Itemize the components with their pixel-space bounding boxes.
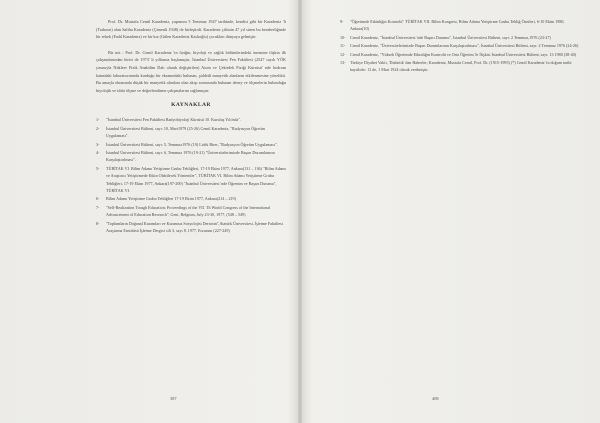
reference-text: Cemil Karadeniz, "Üniversitelerimizde Başarı Durumlarının Karşılaştırılması", İstanbul Üniversitesi Bülteni, sayı: 2 Temmuz 1976 (24-26) xyxy=(350,43,579,49)
reference-number: 7- xyxy=(96,204,100,210)
reference-item xyxy=(96,220,286,235)
reference-item xyxy=(340,34,580,41)
reference-text: Cemil Karadeniz, "Yüksek Öğretimde Etkinliğin Kontrolü ve Orta Öğretim 'le İlişkisi İstanbul Üniversitesi Bülteni, sayı: 13 1980 (38-40) xyxy=(350,51,577,57)
right-page xyxy=(300,0,600,423)
reference-number: 6- xyxy=(96,196,100,202)
reference-text: Türkiye Diyabet Vakfı, 'Diabetik' dan Haberler; Karadeniz, Mustafa Cemil, Prof. Dr. (1915-1995) (*) Cemil Karadeniz 'in doğum tarihi kayıtlıdır: 13 de, 1 Mart 1924 olarak verilmiştir. xyxy=(350,60,572,73)
reference-list xyxy=(96,116,286,234)
reference-item xyxy=(96,165,286,195)
reference-number: 1- xyxy=(96,117,100,123)
reference-text: Bilim Adamı Yetiştirme Grubu Tebliğleri 17-19 Ekim 1977, Ankara(214 – 219) xyxy=(106,196,236,202)
page-number: 387 xyxy=(170,396,177,401)
section-heading: KAYNAKLAR xyxy=(171,102,211,109)
reference-item xyxy=(340,51,580,58)
reference-number: 3- xyxy=(96,141,100,147)
reference-item xyxy=(96,125,286,140)
reference-number: 12- xyxy=(340,51,346,57)
reference-text: Cemil Karadeniz, "İstanbul Üniversitesi 'nde Başarı Durumu", İstanbul Üniversitesi Bülteni, sayı: 2 Temmuz,1976 (23-27) xyxy=(350,34,551,40)
reference-text: "Öğretimde Etkinliğin Kontrolü" TÜBİTAK VII. Bilim Kongresi, Bilim Adamı Yetiştirme Grubu Tebliğ Özetleri, 6-10 Ekim 1980, Ankara(10) xyxy=(350,19,565,32)
reference-number: 11- xyxy=(340,43,346,49)
reference-text: "İstanbul Üniversitesi Fen Fakültesi Radyobiyoloji Kürsüsü 10. Kuruluş Yılı'nda". xyxy=(106,117,241,123)
reference-item xyxy=(340,18,580,33)
reference-text: "Self-Realization Trough Education; Proceedings of the VII. Th World Congress of the International Advancement of Education Research", Gent, Belgium, July 23-30, 1977, (548 – 549) xyxy=(106,204,271,218)
reference-text: İstanbul Üniversitesi Bülteni, sayı: 5, Temmuz1976 (19) Lütfü Birer, "Radyasyon Öğretim Uygulaması". xyxy=(106,141,278,147)
page-number: 408 xyxy=(432,396,439,401)
reference-text: TÜBİTAK VI. Bilim Adamı Yetiştirme Grubu Tebliğleri, 17-19 Ekim 1977, Ankara(131 – 136) "Bilim Adamı ve Araştırıcı Yetiştirmede Etkin Olabilecek Yöntemler", TÜBİTAK VI. Bilim Adamı Yetiştirme Grubu Tebliğleri, 17-19 Ekim 1977, Ankara(197-200) "İstanbul Üniversitesi 'nde Öğrenim ve Başarı Durumu", TÜBİTAK VI. xyxy=(106,165,286,193)
reference-number: 9- xyxy=(340,19,344,24)
reference-item xyxy=(96,195,286,202)
reference-number: 13- xyxy=(340,60,346,66)
paragraph: Bir not : Prof. Dr. Cemil Karadeniz 'in fiziğin, biyoloji ve sağlık bölümlerindeki önemine ilişkin ilk çalışmalarından birisi de 1973' li yıllarına başlamıştır, İstanbul Üniversitesi Fen Fakültesi (2547 sayılı YÖK yasasıyla Nükleer Fizik Anabilim Dalı olarak değiştirilen) Atom ve Çekirdek Fiziği Kürsüsü' nde bodrum katındaki laboratuvarında kurduğu bir ekranındaki bulunan, şiddetli manyetik alanların etkilenmesine yönelikti. Bu amaçla ekranında düşük bir manyetik alanlara olan akışı sonrasında bulunan deney ve ölçmelerin bulunduğu biyolojik ve tıbbi ölçme ve değerlendirme çalışmalarını sağlamıştır. xyxy=(96,49,286,93)
reference-item xyxy=(340,59,580,74)
reference-text: İstanbul Üniversitesi Bülteni, sayı: 10, Mart1979 (25-26) Cemil Karadeniz, "Radyasyon Öğretim Uygulaması". xyxy=(106,125,265,139)
reference-number: 8- xyxy=(96,220,100,226)
reference-text: "Toplumların Doğanal Kuramları ve Kuramsız Sosyolojisi Dersinin",Atatürk Üniversitesi, İşletme Fakültesi Araştırma Enstitüsü İşletme Dergisi cilt 3, sayı 8, 1977, Erzurum (227-249) xyxy=(106,220,283,234)
reference-item xyxy=(96,149,286,164)
reference-item xyxy=(96,204,286,219)
reference-item xyxy=(340,42,580,49)
reference-item xyxy=(96,116,286,123)
reference-number: 4- xyxy=(96,149,100,155)
reference-number: 10- xyxy=(340,34,346,40)
reference-list xyxy=(340,18,580,74)
reference-number: 2- xyxy=(96,125,100,131)
reference-text: İstanbul Üniversitesi Bülteni, sayı: 6, Temmuz 1976 (19-21) "Üniversitelerimizde Başarı Durumlarının Karşılaştırılması". xyxy=(106,149,275,163)
reference-number: 5- xyxy=(96,165,100,171)
paragraph: Prof. Dr. Mustafa Cemil Karadeniz, yapımını 5 Temmuz 1947 tarihinde, kendisi gibi bir Karadeniz 'li (Trabzon) olan Saliha Karadeniz (Çimenli 1948) ile birleştirdi. Karadeniz çiftinin 47 yıl süren bu beraberliğinde bir erkek (Fadıl Karadeniz) ve bir kız (Gülen Karadeniz Kaskoğlu) çocukları dünyaya gelmiştir. xyxy=(96,19,286,40)
reference-item xyxy=(96,141,286,148)
